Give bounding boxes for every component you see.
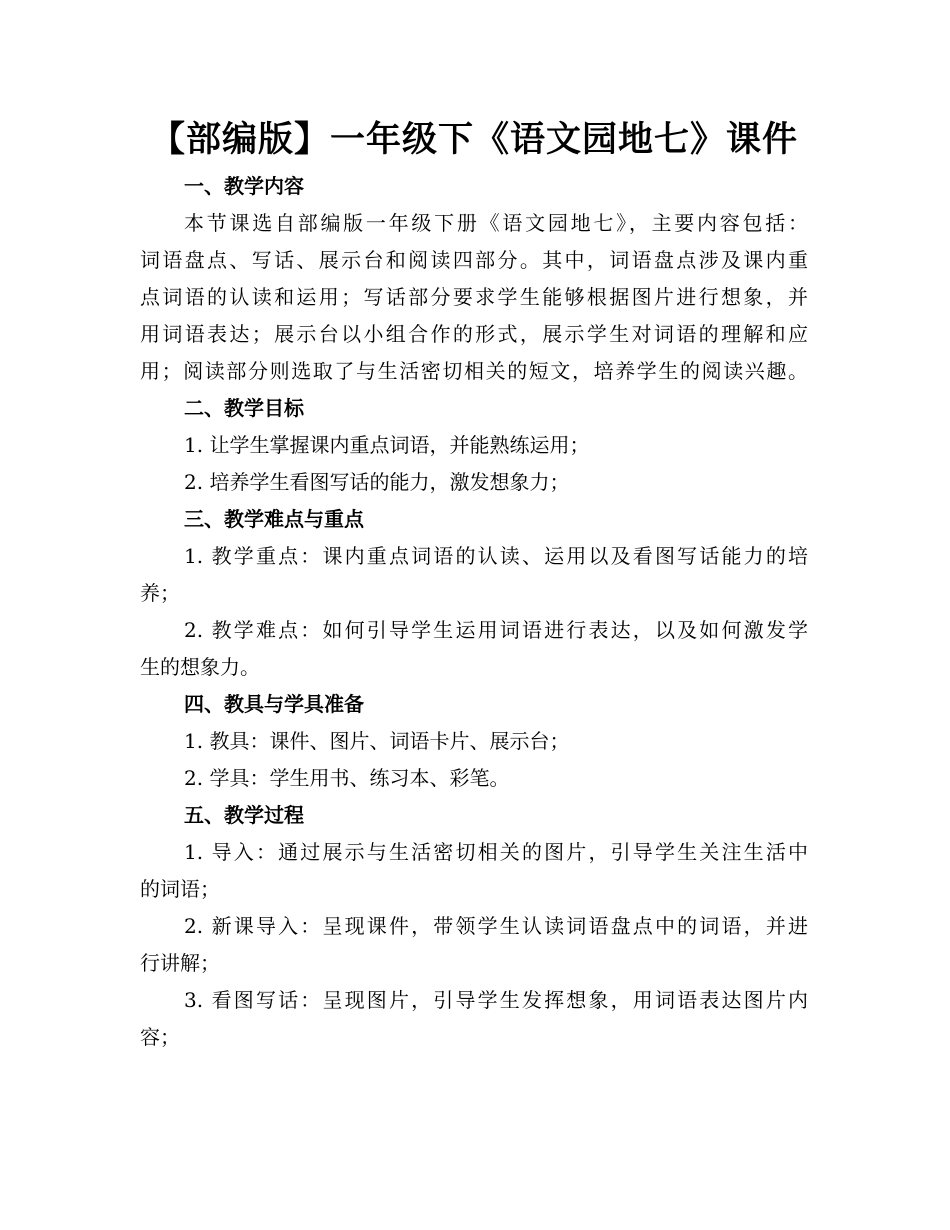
list-item: 2. 学具：学生用书、练习本、彩笔。: [184, 766, 510, 790]
list-item-continuation: 行讲解；: [140, 951, 220, 975]
section-heading-goals: 二、教学目标: [184, 396, 304, 420]
list-item: 1. 导入：通过展示与生活密切相关的图片，引导学生关注生活中: [184, 840, 808, 864]
list-item-continuation: 生的想象力。: [140, 655, 260, 679]
list-item: 1. 教学重点：课内重点词语的认读、运用以及看图写话能力的培: [184, 544, 808, 568]
paragraph-line: 词语盘点、写话、展示台和阅读四部分。其中，词语盘点涉及课内重: [140, 248, 808, 272]
section-heading-key-points: 三、教学难点与重点: [184, 507, 364, 531]
list-item: 2. 教学难点：如何引导学生运用词语进行表达，以及如何激发学: [184, 618, 808, 642]
list-item: 2. 培养学生看图写话的能力，激发想象力；: [184, 470, 570, 494]
list-item: 1. 教具：课件、图片、词语卡片、展示台；: [184, 729, 570, 753]
list-item-continuation: 的词语；: [140, 877, 220, 901]
document-title: 【部编版】一年级下《语文园地七》课件: [149, 120, 798, 160]
section-heading-content: 一、教学内容: [184, 174, 304, 198]
section-heading-process: 五、教学过程: [184, 803, 304, 827]
list-item: 3. 看图写话：呈现图片，引导学生发挥想象，用词语表达图片内: [184, 988, 808, 1012]
paragraph-line: 用；阅读部分则选取了与生活密切相关的短文，培养学生的阅读兴趣。: [140, 359, 808, 383]
list-item: 2. 新课导入：呈现课件，带领学生认读词语盘点中的词语，并进: [184, 914, 808, 938]
paragraph-line: 本节课选自部编版一年级下册《语文园地七》，主要内容包括：: [184, 211, 808, 235]
list-item: 1. 让学生掌握课内重点词语，并能熟练运用；: [184, 433, 590, 457]
paragraph-line: 用词语表达；展示台以小组合作的形式，展示学生对词语的理解和应: [140, 322, 808, 346]
paragraph-line: 点词语的认读和运用；写话部分要求学生能够根据图片进行想象，并: [140, 285, 808, 309]
section-heading-materials: 四、教具与学具准备: [184, 692, 364, 716]
list-item-continuation: 容；: [140, 1025, 180, 1049]
list-item-continuation: 养；: [140, 581, 180, 605]
